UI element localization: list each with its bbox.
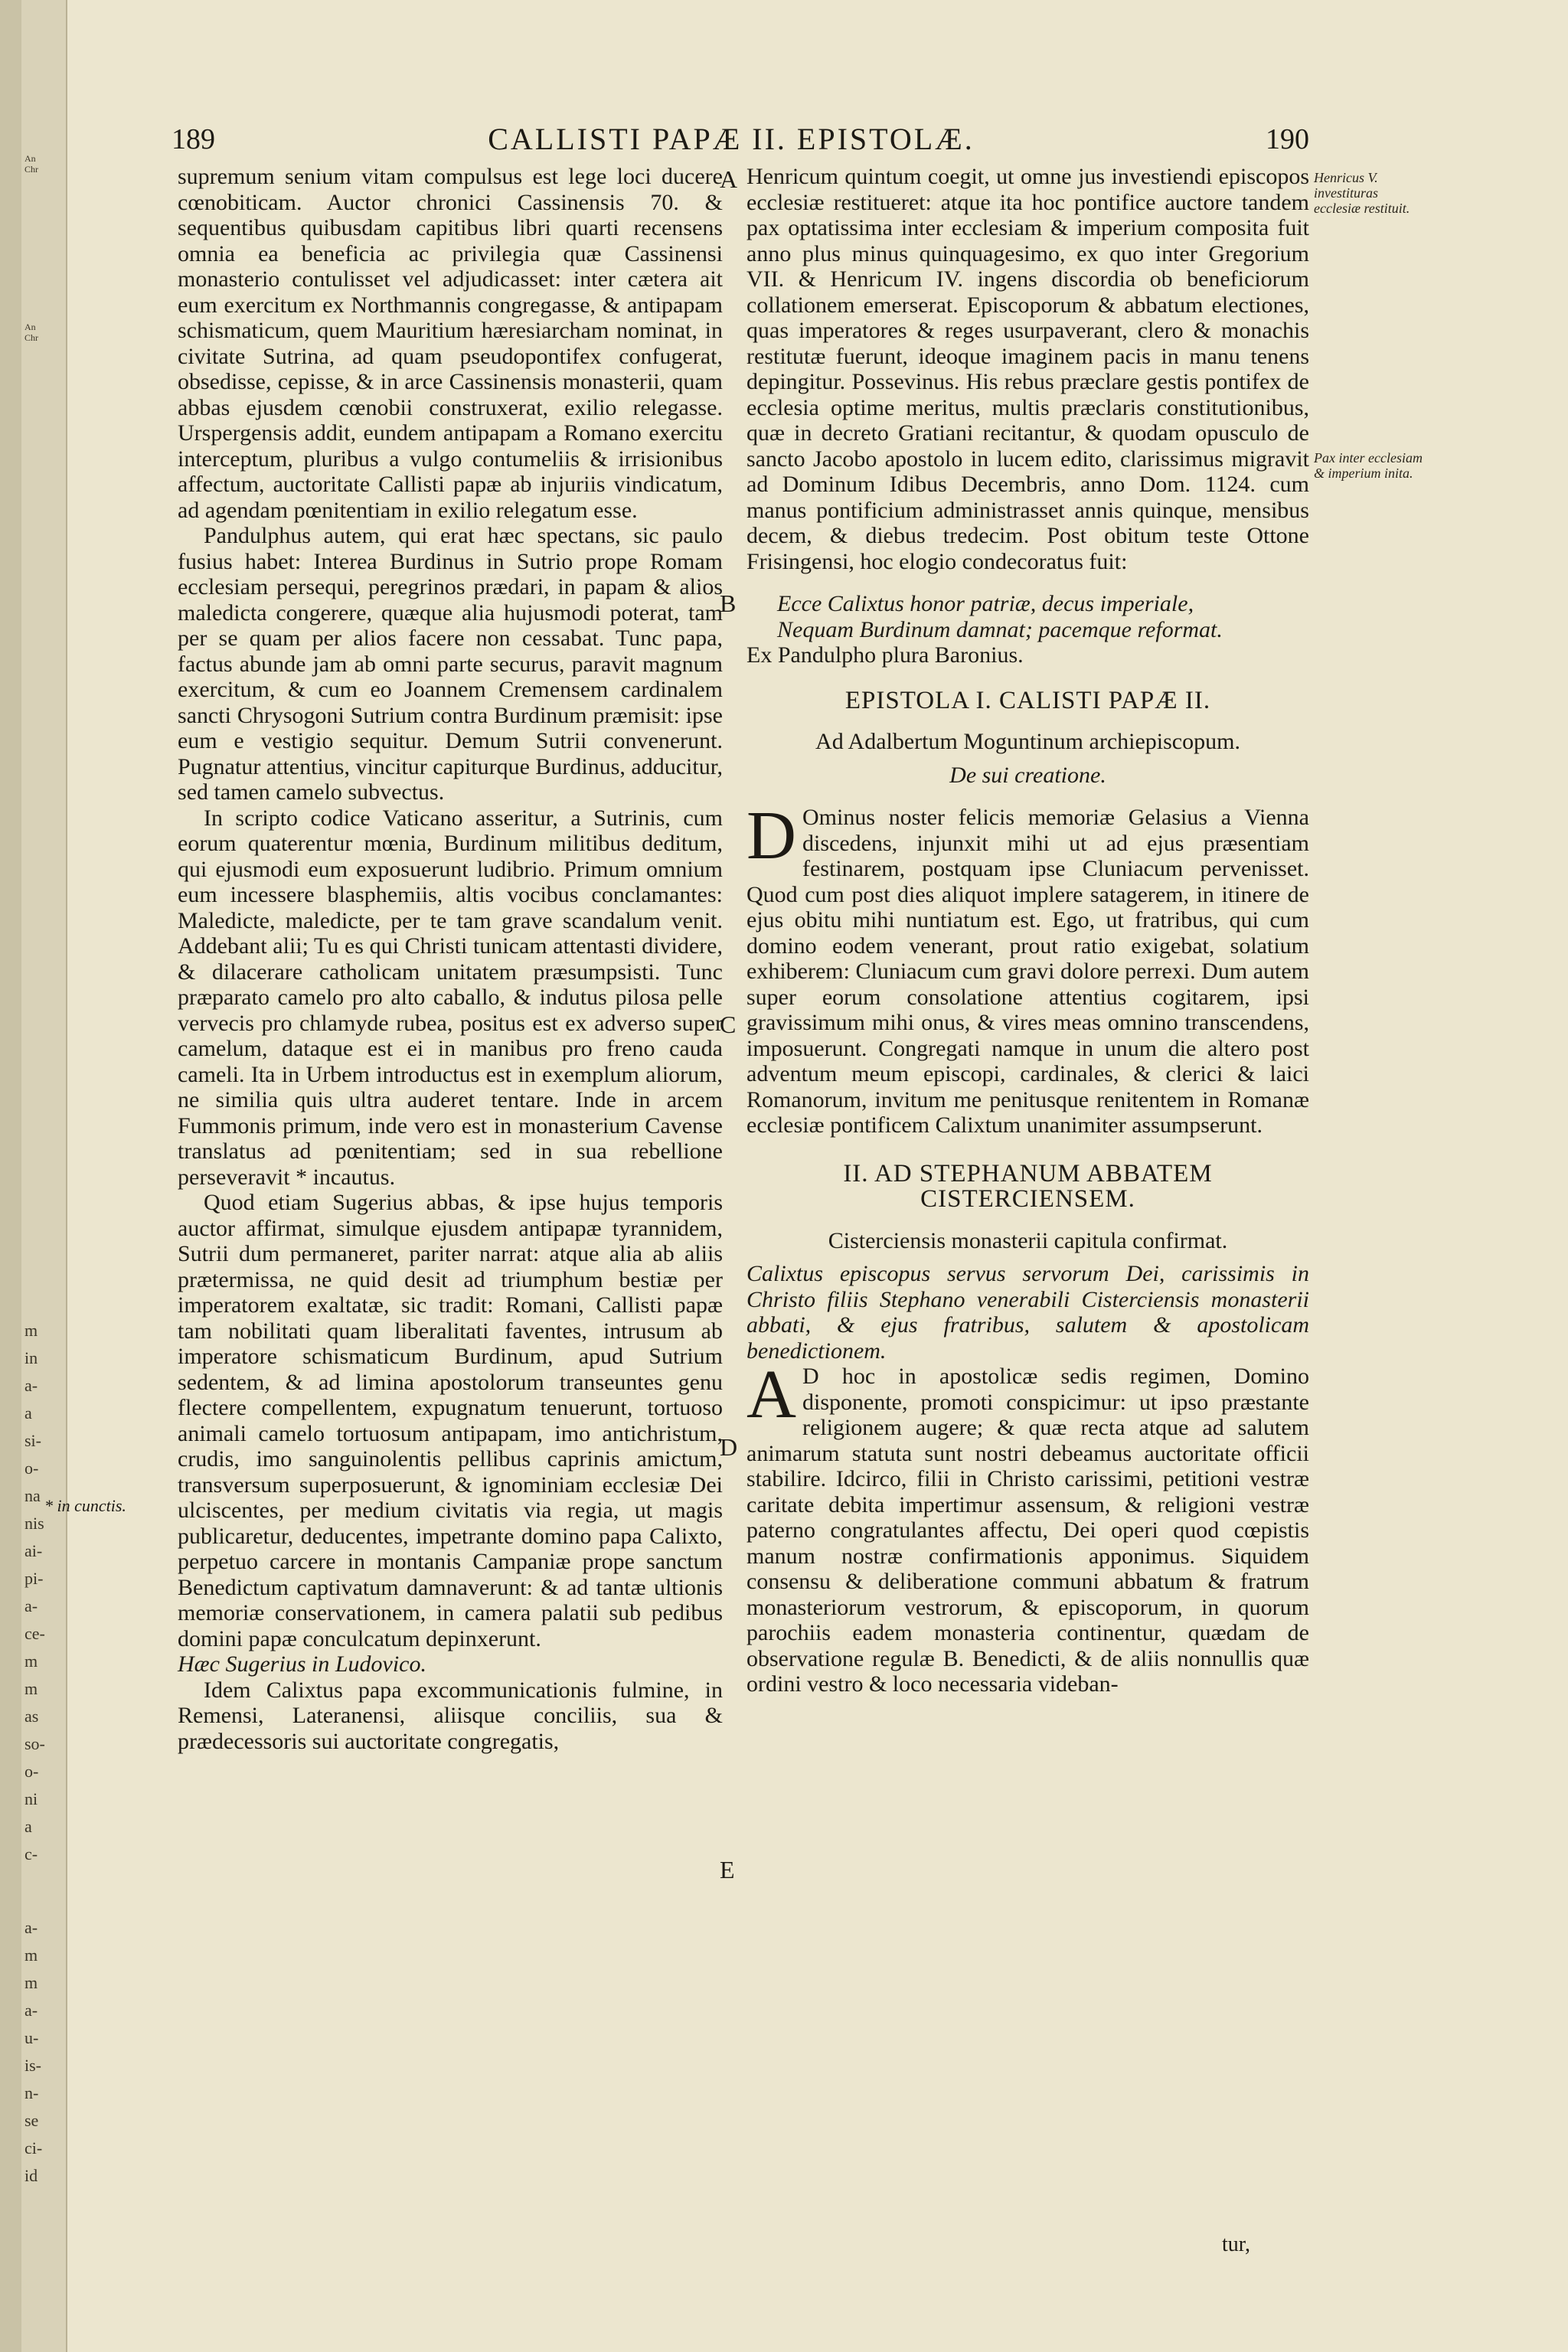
epistle-1-body [746,798,1309,1138]
epistle-1-address: Ad Adalbertum Moguntinum archiepiscopum. [815,729,1240,754]
epistle-2-subtitle: Cisterciensis monasterii capitula confirmat. [828,1227,1228,1253]
left-paragraph-1: supremum senium vitam compulsus est lege loci ducere cœnobiticam. Auctor chronici Cassinensis 70. & sequentibus quibusdam capitibus libri quarti recensens omnia ea beneficia ac privilegia quæ Cassinensi monasterio contulisset vel adjudicasset: inter cætera ait eum exercitum ex Northmannis congregasse, & antipapam schismaticum, quem Mauritium hæresiarcham nominat, in civitate Sutrina, ad quam pseudopontifex confugerat, obsedisse, cepisse, & in arce Cassinensis monasterii, quam abbas ejusdem cœnobii construxerat, exilio relegasse. Urspergensis addit, eundem antipapam a Romano exercitu interceptum, pluribus a vulgo contumeliis & irrisionibus affectum, auctoritate Callisti papæ ab injuriis vindicatum, ad agendam pœnitentiam in exilio relegatum esse. [178,164,723,523]
left-paragraph-2: Pandulphus autem, qui erat hæc spectans, sic paulo fusius habet: Interea Burdinus in Sutrio prope Romam ecclesiam persequi, peregrinos prædari, in papam & alios maledicta congerere, quæque alia hujusmodi poterat, tam per se quam per alios facere non cessabat. Tunc papa, factus abunde jam ab omni parte securus, paravit magnum exercitum, & cum eo Joannem Cremensem cardinalem sancti Chrysogoni Sutrium contra Burdinum præmisit: ipse eum e vestigio sequitur. Demum Sutrii convenerunt. Pugnatur attentius, vincitur capiturque Burdinus, adducitur, sed tamen camelo subvectus. [178,523,723,805]
section-letter-e: E [720,1856,735,1883]
epistle-1-title: EPISTOLA I. CALISTI PAPÆ II. [844,686,1211,714]
epistle-1-text: Ominus noster felicis memoriæ Gelasius a Vienna discedens, injunxit mihi ut ad ejus præsentiam festinarem, postquam ipse Cluniacum pervenisset. Quod cum post dies aliquot implere satagerem, in itinere de ejus obitu mihi nuntiatum est. Ego, ut fratribus, qui cum domino eodem venerant, prout ratio exigebat, solatium exhiberem: Cluniacum cum gravi dolore perrexi. Dum autem super eorum consolatione attentius cogitarem, ipsi gravissimum mihi onus, & vires meas omnino transcendens, imposuerunt. Congregati namque in unum die altero post adventum meum episcopi, cardinales, & clerici & laici Romanorum, invitum me penitusque renitentem in Romanæ ecclesiæ pontificem Calixtum unanimiter assumpserunt. [746,805,1309,1138]
left-paragraph-3: In scripto codice Vaticano asseritur, a Sutrinis, cum eorum quaterentur mœnia, Burdinum militibus deditum, qui ejusmodi eum exposuerunt ludibrio. Primum omnium eum incessere blasphemiis, altis vocibus conclamantes: Maledicte, maledicte, per te tam grave scandalum venit. Addebant alii; Tu es qui Christi tunicam attentasti dividere, & dilacerare catholicam unitatem præsumpsisti. Tunc præparato camelo pro alto caballo, & indutus pilosa pelle vervecis pro chlamyde rubea, positus est ex adverso super camelum, dataque est ei in manibus pro freno cauda cameli. Ita in Urbem introductus est in exemplum aliorum, ne similia quis ultra auderet tentare. Inde in arcem Fummonis primum, inde vero est in monasterium Cavense translatus ad pœnitentiam; sed in sua rebellione perseveravit * incautus. [178,805,723,1190]
catchword: tur, [1222,2233,1250,2256]
epistle-1-subject: De sui creatione. [949,762,1106,788]
gutter-fragment-bottom: a- m m a- u- is- n- se ci- id [24,1918,43,2185]
section-letter-b: B [720,590,737,617]
elogium-verse-1: Ecce Calixtus honor patriæ, decus imperiale, [777,591,1194,616]
adjacent-page-gutter [21,0,67,2352]
epistle-1-dropcap: D [746,798,796,874]
source-note: Ex Pandulpho plura Baronius. [746,642,1024,668]
margin-note-footnote: * in cunctis. [44,1496,126,1515]
gutter-fragment-mid: An Chr [24,322,38,343]
page-number-right: 190 [1266,123,1309,155]
epistle-2-salutation: Calixtus episcopus servus servorum Dei, carissimis in Christo filiis Stephano venerabili Cisterciensis monasterii abbati, & ejus fratribus, salutem & apostolicam benedictionem. [746,1261,1309,1364]
epistle-2-text: D hoc in apostolicæ sedis regimen, Domino disponente, promoti conspicimur: ut ipso præstante religionem augere; & quæ recta atque ad salutem animarum statuta sunt nostri debeamus auctoritate officii stabilire. Idcirco, filii in Christo carissimi, petitioni vestræ caritate debita impertimur assensum, & religioni vestræ paterno congratulantes affectu, Dei operi quod cœpistis manum nostræ confirmationis apponimus. Siquidem consensu & deliberatione communi abbatum & fratrum monasteriorum vestrorum, & episcoporum, in quorum parochiis eadem monasteria continentur, quædam de observatione regulæ B. Benedicti, & de aliis nonnullis quæ ordini vestro & loco necessaria videban- [746,1364,1309,1697]
right-paragraph-1: Henricum quintum coegit, ut omne jus investiendi episcopos ecclesiæ restitueret: atque ita hoc pontifice auctore tandem pax optatissima inter ecclesiam & imperium composita fuit anno plus minus quinquagesimo, ex quo inter Gregorium VII. & Henricum IV. ingens discordia ob beneficiorum collationem emerserat. Episcoporum & abbatum electiones, quas imperatores & reges usurpaverant, clero & monachis restitutæ fuerunt, ideoque imaginem pacis in manu tenens depingitur. Possevinus. His rebus præclare gestis pontifex de ecclesia optime meritus, multis præclaris constitutionibus, quæ in decreto Gratiani recitantur, & quodam opusculo de sancto Jacobo apostolo in lucem edito, clarissimus migravit ad Dominum Idibus Decembris, anno Dom. 1124. cum manus pontificium administrasset annis quinque, mensibus decem, & diebus tredecim. Post obitum teste Ottone Frisingensi, hoc elogio condecoratus fuit: [746,164,1309,574]
page-number-left: 189 [172,123,215,155]
section-letter-a: A [720,165,738,193]
margin-note-peace: Pax inter ecclesiam & imperium inita. [1314,450,1423,481]
epistle-2-title: II. AD STEPHANUM ABBATEM CISTERCIENSEM. [843,1159,1213,1213]
right-column [746,164,1309,1697]
section-letter-c: C [720,1011,737,1038]
margin-note-investiture: Henricus V. investituras ecclesiæ restituit. [1314,170,1410,216]
running-head [153,121,1309,164]
left-column [178,164,723,1754]
left-paragraph-4: Quod etiam Sugerius abbas, & ipse hujus temporis auctor affirmat, simulque ejusdem antipapæ tyrannidem, Sutrii dum permaneret, pariter narrat: atque alia ab aliis prætermissa, ne quid desit ad triumphum bestiæ per imperatorem exaltatæ, sic tradit: Romani, Callisti papæ tam nobilitati quam liberalitati faventes, intrusum ab imperatore schismaticum Burdinum, apud Sutrium sedentem, & ad limina apostolorum transeuntes genu flectere compellentem, expugnatum tenuerunt, tortuoso animali camelo tortuosum antipapam, imo antichristum, crudis, imo sanguinolentis pellibus caprinis amictum, transversum superposuerunt, & ignominiam ecclesiæ Dei ulciscentes, per medium civitatis via regia, ut magis publicaretur, deducentes, impetrante domino papa Calixto, perpetuo carcere in montanis Campaniæ prope sanctum Benedictum captivatum damnaverunt: & ad tantæ ultionis memoriæ conservationem, in camera palatii sub pedibus domini papæ conculcatum depinxerunt. [178,1190,723,1651]
page-title: CALLISTI PAPÆ II. EPISTOLÆ. [488,122,975,156]
gutter-fragment-top: An Chr [24,153,38,175]
section-letter-d: D [720,1433,738,1461]
gutter-fragment-lower: m in a- a si- o- na nis ai- pi- a- ce- m m as so- o- ni a c- [24,1321,45,1864]
epistle-2-dropcap: A [746,1357,796,1432]
left-citation: Hæc Sugerius in Ludovico. [178,1651,426,1677]
epistle-2-body [746,1357,1309,1697]
elogium-verse-2: Nequam Burdinum damnat; pacemque reformat. [777,616,1223,642]
left-paragraph-5: Idem Calixtus papa excommunicationis fulmine, in Remensi, Lateranensi, aliisque conciliis, sua & prædecessoris sui auctoritate congregatis, [178,1677,723,1754]
